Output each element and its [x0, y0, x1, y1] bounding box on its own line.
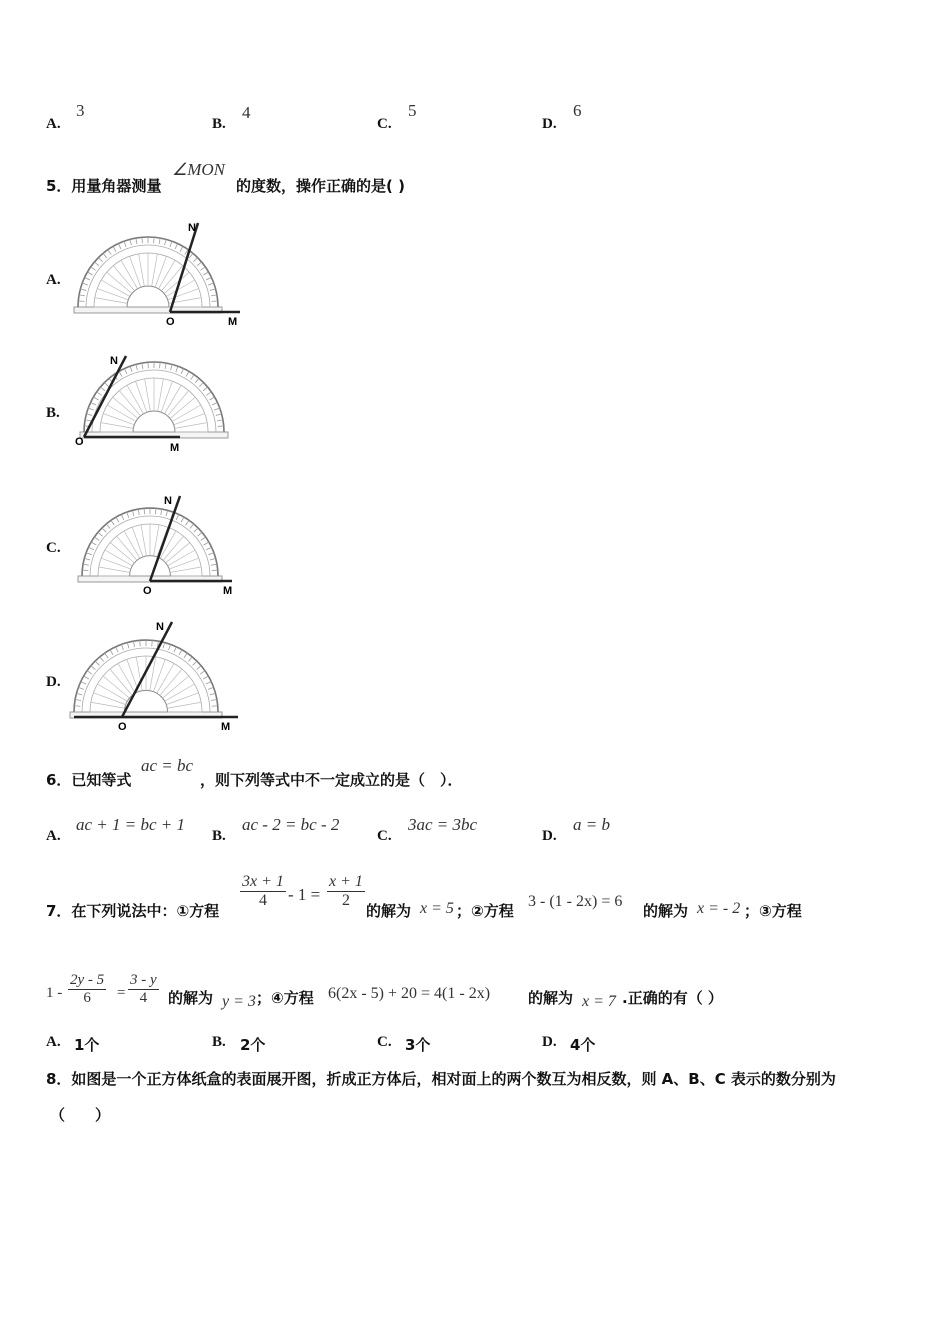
q7-option-c-value[interactable]: 3个 [405, 1036, 431, 1054]
protractor-minor-tick [200, 267, 205, 270]
ray-on [84, 356, 126, 437]
protractor-minor-tick [144, 508, 145, 514]
protractor-minor-tick [209, 397, 214, 400]
protractor-tick [167, 702, 201, 708]
protractor-minor-tick [75, 699, 81, 700]
protractor-minor-tick [176, 514, 179, 519]
protractor-minor-tick [160, 362, 161, 368]
protractor-minor-tick [113, 246, 116, 251]
protractor-minor-tick [210, 289, 216, 291]
q4-option-c-letter: C. [377, 116, 392, 132]
protractor-tick [175, 423, 207, 429]
q7-sol1: x = 5 [420, 900, 454, 917]
protractor-minor-tick [203, 676, 208, 679]
q7-option-a-value[interactable]: 1个 [74, 1036, 100, 1054]
protractor-minor-tick [119, 371, 122, 376]
protractor-tick [169, 558, 199, 569]
protractor-minor-tick [140, 640, 141, 646]
protractor-minor-tick [93, 397, 98, 400]
q7-eq1-frac2-num: x + 1 [329, 873, 363, 890]
protractor-minor-tick [206, 392, 211, 395]
protractor-minor-tick [98, 532, 103, 536]
protractor-minor-tick [110, 650, 113, 655]
label-m: M [221, 721, 231, 733]
q7-item4: ；④方程 [256, 989, 314, 1007]
protractor-minor-tick [80, 289, 86, 291]
protractor-tick [158, 379, 164, 411]
label-o: O [143, 585, 152, 597]
protractor-minor-tick [108, 250, 111, 255]
protractor-minor-tick [136, 364, 138, 370]
protractor-minor-tick [94, 537, 99, 540]
q7-eq3-lead: 1 - [46, 985, 63, 1001]
protractor-minor-tick [105, 653, 108, 658]
protractor-tick [130, 256, 141, 287]
q6-suffix: ，则下列等式中不一定成立的是（ ）． [200, 771, 463, 789]
protractor-minor-tick [174, 647, 177, 652]
q7-sol-text-2: 的解为 [643, 902, 689, 920]
protractor-minor-tick [189, 253, 193, 258]
protractor-minor-tick [176, 366, 178, 372]
protractor-tick [161, 381, 172, 412]
protractor-minor-tick [87, 272, 92, 275]
protractor-minor-tick [88, 547, 93, 550]
protractor-minor-tick [82, 283, 88, 285]
protractor-minor-tick [175, 244, 178, 249]
protractor-minor-tick [218, 426, 224, 427]
q7-eq3-frac2-den: 4 [139, 990, 148, 1006]
protractor-minor-tick [201, 537, 206, 540]
protractor-minor-tick [85, 420, 91, 421]
protractor-minor-tick [116, 517, 119, 522]
q5-suffix: 的度数，操作正确的是( ) [236, 177, 405, 195]
q7-item3: ；③方程 [744, 902, 802, 920]
q7-sol3: y = 3 [222, 993, 256, 1010]
protractor-minor-tick [155, 508, 156, 514]
protractor-minor-tick [197, 262, 202, 266]
q6-option-d-letter[interactable]: D. [542, 828, 557, 844]
protractor-minor-tick [132, 510, 134, 516]
protractor-tick [93, 693, 125, 705]
protractor-minor-tick [217, 420, 223, 421]
protractor-minor-tick [184, 653, 187, 658]
q7-prefix: 7．在下列说法中：①方程 [46, 902, 220, 920]
protractor-minor-tick [88, 408, 94, 410]
protractor-minor-tick [203, 387, 208, 391]
q7-sol4: x = 7 [582, 993, 616, 1010]
protractor-minor-tick [190, 524, 194, 529]
protractor-tick [155, 256, 166, 287]
protractor-tick [91, 702, 125, 708]
protractor-minor-tick [121, 644, 123, 650]
protractor-minor-tick [169, 644, 171, 650]
q5-option-b-letter: B. [46, 405, 60, 421]
protractor-tick [170, 567, 201, 572]
label-n: N [188, 222, 196, 234]
protractor-minor-tick [199, 383, 203, 387]
protractor-minor-tick [193, 258, 197, 262]
q7-option-c-letter[interactable]: C. [377, 1034, 392, 1050]
q6-option-c-letter[interactable]: C. [377, 828, 392, 844]
protractor-minor-tick [211, 699, 217, 700]
protractor-tick [132, 527, 143, 557]
q5-option-c-letter: C. [46, 540, 61, 556]
protractor-minor-tick [127, 512, 129, 518]
q4-option-b-value: 4 [242, 103, 251, 122]
protractor-minor-tick [78, 301, 84, 302]
protractor-minor-tick [165, 239, 167, 245]
q6-prefix: 6．已知等式 [46, 771, 132, 789]
q6-option-b-value[interactable]: ac - 2 = bc - 2 [242, 815, 340, 834]
protractor-minor-tick [212, 301, 218, 302]
protractor-minor-tick [106, 524, 110, 529]
protractor-minor-tick [116, 647, 119, 652]
protractor-tick [174, 414, 205, 425]
protractor-minor-tick [165, 363, 166, 369]
protractor-minor-tick [136, 238, 137, 244]
q7-eq3-frac1-num: 2y - 5 [70, 972, 105, 988]
q6-option-c-value[interactable]: 3ac = 3bc [408, 815, 478, 834]
protractor-minor-tick [179, 650, 182, 655]
label-o: O [166, 316, 175, 328]
q7-eq1-frac1-den: 4 [258, 892, 267, 909]
protractor-minor-tick [83, 564, 89, 565]
protractor-tick [141, 525, 146, 556]
q8-line-2: （ ） [50, 1106, 111, 1124]
q7-eq1-frac2 [327, 873, 365, 910]
protractor-c [70, 488, 250, 600]
protractor-minor-tick [197, 666, 202, 670]
protractor-minor-tick [161, 509, 162, 515]
q6-option-d-value[interactable]: a = b [573, 815, 610, 834]
q7-option-b-value[interactable]: 2个 [240, 1036, 266, 1054]
protractor-minor-tick [212, 570, 218, 571]
protractor-minor-tick [91, 666, 96, 670]
q7-eq3-frac1 [68, 972, 106, 1007]
protractor-minor-tick [208, 283, 214, 285]
q7-eq3-frac2-num: 3 - y [130, 972, 157, 988]
protractor-minor-tick [91, 402, 96, 405]
protractor-minor-tick [87, 671, 92, 674]
protractor-minor-tick [86, 414, 92, 416]
q5-angle: ∠MON [172, 160, 226, 179]
protractor-minor-tick [188, 657, 192, 662]
q6-option-a-letter[interactable]: A. [46, 828, 61, 844]
protractor-shape [70, 640, 222, 718]
q7-eq2: 3 - (1 - 2x) = 6 [528, 893, 623, 910]
protractor-minor-tick [86, 553, 92, 555]
protractor-tick [101, 558, 131, 569]
protractor-minor-tick [194, 528, 198, 532]
protractor-minor-tick [203, 272, 208, 275]
protractor-minor-tick [200, 671, 205, 674]
protractor-minor-tick [191, 375, 194, 380]
q6-equation: ac = bc [141, 756, 194, 775]
protractor-tick [139, 254, 145, 286]
q6-option-b-letter[interactable]: B. [212, 828, 226, 844]
protractor-tick [168, 289, 199, 300]
q7-tail: .正确的有（ ） [622, 989, 723, 1007]
q7-item2: ；②方程 [456, 902, 514, 920]
protractor-minor-tick [186, 520, 189, 525]
protractor-minor-tick [212, 706, 218, 707]
q4-option-d-value: 6 [573, 101, 582, 120]
q7-option-d-value[interactable]: 4个 [570, 1036, 596, 1054]
protractor-minor-tick [121, 514, 124, 519]
protractor-minor-tick [148, 362, 149, 368]
protractor-minor-tick [159, 238, 160, 244]
protractor-minor-tick [74, 706, 80, 707]
protractor-minor-tick [210, 693, 216, 695]
protractor-b [70, 348, 250, 458]
protractor-minor-tick [170, 241, 172, 247]
protractor-minor-tick [171, 364, 173, 370]
protractor-a [70, 215, 250, 330]
protractor-minor-tick [91, 542, 96, 545]
q5-prefix: 5．用量角器测量 [46, 177, 162, 195]
q7-sol-text-3: 的解为 [168, 989, 214, 1007]
protractor-tick [145, 379, 151, 411]
q5-option-d-letter: D. [46, 674, 61, 690]
q7-eq3-frac1-den: 6 [83, 990, 91, 1006]
protractor-minor-tick [138, 509, 139, 515]
protractor-tick [99, 567, 130, 572]
protractor-minor-tick [76, 693, 82, 695]
protractor-minor-tick [197, 532, 202, 536]
q7-option-a-letter[interactable]: A. [46, 1034, 61, 1050]
protractor-minor-tick [105, 383, 109, 387]
protractor-minor-tick [94, 262, 99, 266]
q4-option-c-value: 5 [408, 101, 417, 120]
protractor-minor-tick [211, 564, 217, 565]
label-n: N [156, 621, 164, 633]
protractor-minor-tick [100, 387, 105, 391]
protractor-tick [95, 298, 127, 304]
q7-sol-text-4: 的解为 [528, 989, 574, 1007]
protractor-minor-tick [95, 661, 99, 665]
protractor-minor-tick [206, 682, 211, 685]
protractor-tick [97, 289, 128, 300]
protractor-tick [166, 693, 198, 705]
protractor-minor-tick [214, 408, 220, 410]
protractor-tick [152, 254, 158, 286]
q4-option-d-letter: D. [542, 116, 557, 132]
protractor-minor-tick [186, 371, 189, 376]
protractor-minor-tick [152, 640, 153, 646]
label-o: O [118, 721, 127, 733]
q7-option-d-letter[interactable]: D. [542, 1034, 557, 1050]
protractor-minor-tick [118, 244, 121, 249]
protractor-shape [78, 508, 222, 582]
protractor-minor-tick [103, 253, 107, 258]
protractor-tick [103, 414, 134, 425]
q7-eq3-mid: = [117, 985, 126, 1001]
label-m: M [228, 316, 238, 328]
protractor-minor-tick [100, 657, 104, 662]
q5-option-a-letter: A. [46, 272, 61, 288]
q4-option-a-letter: A. [46, 116, 61, 132]
protractor-minor-tick [81, 682, 86, 685]
protractor-minor-tick [163, 642, 165, 648]
q4-option-a-value: 3 [76, 101, 85, 120]
protractor-d [68, 616, 248, 736]
protractor-minor-tick [99, 258, 103, 262]
label-n: N [164, 495, 172, 507]
q8-line-1: 8．如图是一个正方体纸盒的表面展开图，折成正方体后，相对面上的两个数互为相反数，则 A、B、C 表示的数分别为 [46, 1070, 836, 1088]
protractor-minor-tick [211, 295, 217, 296]
protractor-minor-tick [208, 553, 214, 555]
protractor-minor-tick [193, 661, 197, 665]
q7-eq1-mid: - 1 = [288, 885, 321, 904]
protractor-minor-tick [124, 369, 127, 374]
q7-eq1-frac1-num: 3x + 1 [242, 873, 284, 890]
protractor-minor-tick [195, 378, 199, 383]
label-m: M [223, 585, 233, 597]
protractor-minor-tick [212, 402, 217, 405]
protractor-minor-tick [216, 414, 222, 416]
protractor-shape [74, 237, 222, 313]
protractor-minor-tick [78, 687, 84, 689]
protractor-minor-tick [166, 510, 168, 516]
protractor-minor-tick [133, 641, 134, 647]
protractor-minor-tick [111, 520, 114, 525]
protractor-minor-tick [142, 237, 143, 243]
protractor-minor-tick [180, 246, 183, 251]
q7-sol2: x = - 2 [697, 900, 741, 917]
protractor-minor-tick [210, 558, 216, 560]
protractor-minor-tick [181, 369, 184, 374]
protractor-tick [153, 659, 165, 691]
protractor-minor-tick [127, 642, 129, 648]
label-o: O [75, 436, 84, 448]
q7-option-b-letter[interactable]: B. [212, 1034, 226, 1050]
protractor-minor-tick [102, 528, 106, 532]
protractor-tick [136, 381, 147, 412]
protractor-minor-tick [124, 241, 126, 247]
q7-eq1-frac2-den: 2 [341, 892, 350, 909]
protractor-minor-tick [130, 239, 132, 245]
q7-eq4: 6(2x - 5) + 20 = 4(1 - 2x) [328, 985, 491, 1002]
protractor-minor-tick [91, 267, 96, 270]
protractor-minor-tick [84, 676, 89, 679]
protractor-minor-tick [206, 547, 211, 550]
protractor-tick [154, 525, 159, 556]
label-n: N [110, 355, 118, 367]
protractor-minor-tick [204, 542, 209, 545]
protractor-minor-tick [154, 237, 155, 243]
protractor-minor-tick [85, 277, 90, 280]
ray-on [122, 622, 172, 717]
label-m: M [170, 442, 180, 454]
protractor-minor-tick [79, 295, 85, 296]
protractor-minor-tick [208, 687, 214, 689]
protractor-minor-tick [97, 392, 102, 395]
q7-eq3-frac2 [128, 972, 159, 1007]
protractor-minor-tick [82, 570, 88, 571]
q4-option-b-letter: B. [212, 116, 226, 132]
protractor-minor-tick [181, 517, 184, 522]
protractor-tick [101, 423, 133, 429]
protractor-minor-tick [84, 558, 90, 560]
protractor-minor-tick [142, 363, 143, 369]
q6-option-a-value[interactable]: ac + 1 = bc + 1 [76, 815, 186, 834]
q7-sol-text-1: 的解为 [366, 902, 412, 920]
q7-eq1-frac1 [240, 873, 286, 910]
protractor-minor-tick [206, 277, 211, 280]
protractor-minor-tick [130, 366, 132, 372]
